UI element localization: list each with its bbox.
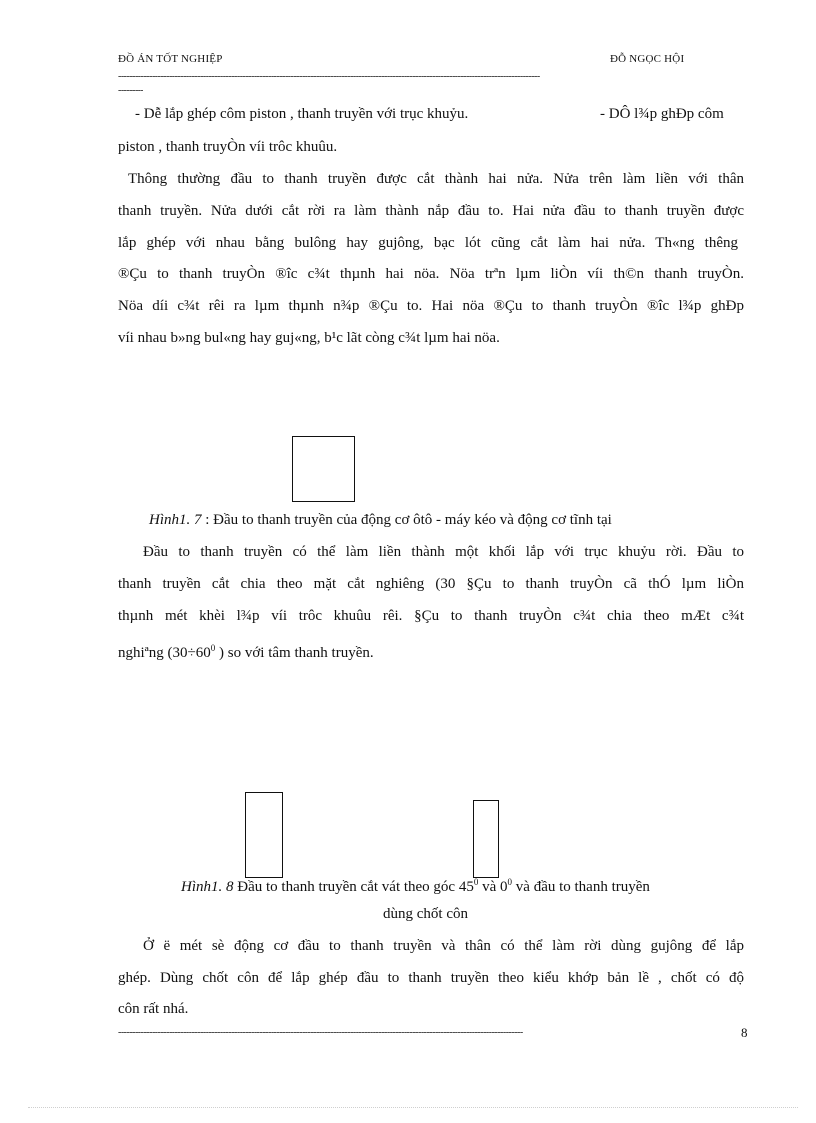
body-p3-line-1: Ở ë mét sè động cơ đầu to thanh truyền và thân có thể làm rời dùng gujông để lắp xyxy=(143,938,744,954)
caption-label: Hình1. 7 xyxy=(149,512,202,528)
body-line-2: piston , thanh truyÒn víi trôc khuûu. xyxy=(118,139,338,155)
caption-figure-1-7 xyxy=(149,510,612,530)
header-right: ĐỖ NGỌC HỘI xyxy=(610,53,685,65)
body-p3-line-3: côn rất nhá. xyxy=(118,1001,189,1017)
angle-text-rest: ) so với tâm thanh truyền. xyxy=(219,645,374,661)
footer-rule: ----------------------------------------------------------------------------------------------------------------------------------------------- xyxy=(118,1027,523,1038)
body-p2-line-2: thanh truyền cắt chia theo mặt cắt nghiêng (30 §Çu to thanh truyÒn cã thÓ lµm liÒn xyxy=(118,576,744,592)
body-line-8: víi nhau b»ng bul«ng hay guj«ng, b¹c lãt còng c¾t lµm hai nöa. xyxy=(118,330,500,346)
caption-label: Hình1. 8 xyxy=(181,879,234,895)
body-line-5: lắp ghép với nhau bằng bulông hay gujông, bạc lót cũng cắt làm hai nửa. Th«ng thêng xyxy=(118,235,738,251)
figure-1-8-image-right xyxy=(473,800,499,878)
degree-sup: 0 xyxy=(473,877,479,887)
page-number: 8 xyxy=(741,1025,748,1040)
caption-text-b: và 0 xyxy=(482,879,508,895)
caption-text-a: Đầu to thanh truyền cắt vát theo góc 45 xyxy=(237,879,474,895)
header-rule-tail: --------- xyxy=(118,85,144,96)
caption-figure-1-8 xyxy=(181,872,650,897)
figure-1-8-image-left xyxy=(245,792,283,878)
degree-sup: 0 xyxy=(507,877,513,887)
caption-text-c: và đầu to thanh truyền xyxy=(515,879,650,895)
angle-text: nghiªng (30÷60 xyxy=(118,645,211,661)
degree-sup: 0 xyxy=(210,643,216,653)
body-line-4: thanh truyền. Nửa dưới cắt rời ra làm thành nắp đầu to. Hai nửa đầu to thanh truyền được xyxy=(118,203,744,219)
body-line-6: ®Çu to thanh truyÒn ®îc c¾t thµnh hai nöa. Nöa trªn lµm liÒn víi th©n thanh truyÒn. xyxy=(118,266,744,282)
page-edge-dotted-line xyxy=(28,1107,798,1108)
figure-1-7-image xyxy=(292,436,355,502)
body-p3-line-2: ghép. Dùng chốt côn để lắp ghép đầu to thanh truyền theo kiểu khớp bản lề , chốt có độ xyxy=(118,970,744,986)
header-left: ĐỒ ÁN TỐT NGHIỆP xyxy=(118,53,223,65)
header-rule: ----------------------------------------------------------------------------------------------------------------------------------------------------- xyxy=(118,71,540,82)
body-line-1b: - DÔ l¾p ghÐp côm xyxy=(600,106,724,122)
caption-text: : Đầu to thanh truyền của động cơ ôtô - máy kéo và động cơ tĩnh tại xyxy=(205,512,612,528)
body-p2-line-3: thµnh mét khèi l¾p víi trôc khuûu rêi. §Çu to thanh truyÒn c¾t chia theo mÆt c¾t xyxy=(118,608,744,624)
body-p2-line-4 xyxy=(118,638,374,663)
caption-figure-1-8-line-2: dùng chốt côn xyxy=(383,906,468,922)
body-line-7: Nöa díi c¾t rêi ra lµm thµnh n¾p ®Çu to. Hai nöa ®Çu to thanh truyÒn ®îc l¾p ghÐp xyxy=(118,298,744,314)
body-line-1a: - Dễ lắp ghép côm piston , thanh truyền với trục khuỷu. xyxy=(135,106,469,122)
body-p2-line-1: Đầu to thanh truyền có thể làm liền thành một khối lắp với trục khuỷu rời. Đầu to xyxy=(143,544,744,560)
body-line-3: Thông thường đầu to thanh truyền được cắt thành hai nửa. Nửa trên làm liền với thân xyxy=(128,171,744,187)
